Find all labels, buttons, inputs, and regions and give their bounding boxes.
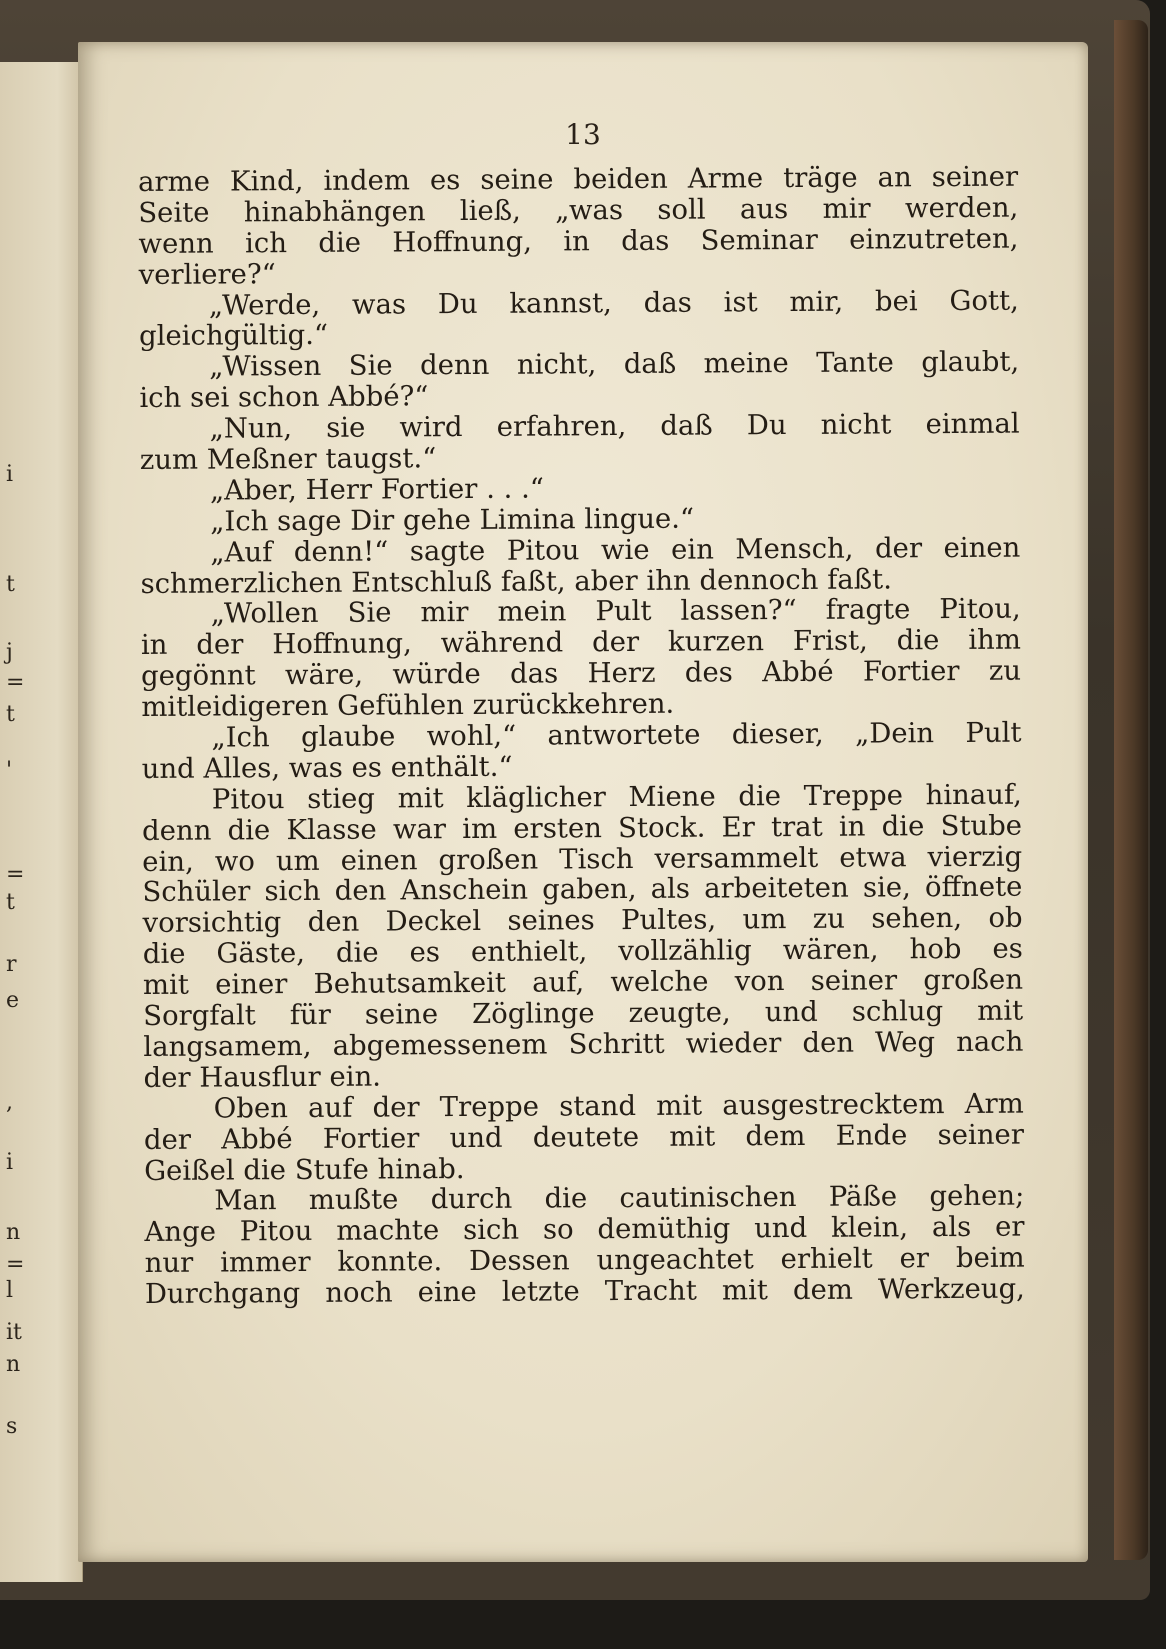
text-line: „Ich glaube wohl,“ antwortete dieser, „Dein Pult xyxy=(211,716,1022,754)
text-line: wenn ich die Hoffnung, in das Seminar einzutreten, xyxy=(138,222,1019,260)
text-line: „Nun, sie wird erfahren, daß Du nicht einmal xyxy=(209,407,1020,445)
text-line: Schüler sich den Anschein gaben, als arbeiteten sie, öffnete xyxy=(142,871,1023,909)
left-page-fragment: = xyxy=(6,1252,25,1277)
text-line: Man mußte durch die cautinischen Päße gehen; xyxy=(214,1179,1025,1217)
text-line: „Wissen Sie denn nicht, daß meine Tante glaubt, xyxy=(209,345,1020,383)
left-page-fragment: = xyxy=(6,670,25,695)
left-page-fragment: s xyxy=(6,1414,18,1439)
text-line: nur immer konnte. Dessen ungeachtet erhielt er beim xyxy=(144,1241,1025,1280)
text-line: vorsichtig den Deckel seines Pultes, um zu sehen, ob xyxy=(142,901,1023,940)
left-page-fragment: n xyxy=(6,1220,21,1245)
text-line: „Wollen Sie mir mein Pult lassen?“ fragte Pitou, xyxy=(210,593,1021,631)
text-line: „Werde, was Du kannst, das ist mir, bei Gott, xyxy=(208,284,1019,322)
book-page xyxy=(78,42,1088,1562)
left-page-fragment: t xyxy=(6,702,15,727)
text-line: Oben auf der Treppe stand mit ausgestrecktem Arm xyxy=(213,1087,1024,1125)
previous-page-edge xyxy=(0,62,83,1582)
text-line: gleichgültig.“ xyxy=(138,319,329,353)
text-line: die Gäste, die es enthielt, vollzählig wären, hob es xyxy=(142,932,1023,971)
text-line: Geißel die Stufe hinab. xyxy=(144,1152,465,1187)
left-page-fragment: , xyxy=(6,1090,13,1115)
left-page-fragment: = xyxy=(6,862,25,887)
left-page-fragment: ' xyxy=(6,758,13,783)
left-page-fragment: i xyxy=(6,1150,14,1175)
text-line: denn die Klasse war im ersten Stock. Er trat in die Stube xyxy=(141,809,1023,847)
left-page-fragment: e xyxy=(6,988,20,1013)
text-line: „Ich sage Dir gehe Limina lingue.“ xyxy=(210,502,695,538)
text-line: Pitou stieg mit kläglicher Miene die Treppe hinauf, xyxy=(211,778,1022,816)
text-line: „Aber, Herr Fortier . . .“ xyxy=(209,472,545,507)
text-line: ich sei schon Abbé?“ xyxy=(139,380,429,415)
text-line: mitleidigeren Gefühlen zurückkehren. xyxy=(141,687,675,724)
left-page-fragment: it xyxy=(6,1320,22,1345)
left-page-fragment: t xyxy=(6,572,15,597)
text-line: in der Hoffnung, während der kurzen Frist, die ihm xyxy=(140,623,1022,662)
body-text xyxy=(138,162,1025,1310)
text-line: Sorgfalt für seine Zöglinge zeugte, und schlug mit xyxy=(143,994,1024,1033)
text-line: der Abbé Fortier und deutete mit dem Ende seiner xyxy=(143,1118,1025,1156)
text-line: zum Meßner taugst.“ xyxy=(139,442,437,477)
text-line: schmerzlichen Entschluß faßt, aber ihn dennoch faßt. xyxy=(140,562,893,600)
left-page-fragment: n xyxy=(6,1352,21,1377)
text-line: ein, wo um einen großen Tisch versammelt etwa vierzig xyxy=(142,840,1023,878)
text-line: Seite hinabhängen ließ, „was soll aus mir werden, xyxy=(138,191,1019,229)
text-line: arme Kind, indem es seine beiden Arme träge an seiner xyxy=(137,160,1019,198)
text-line: Ange Pitou machte sich so demüthig und klein, als er xyxy=(144,1210,1025,1249)
text-line: „Auf denn!“ sagte Pitou wie ein Mensch, der einen xyxy=(210,531,1021,569)
left-page-fragment: l xyxy=(6,1278,14,1303)
text-line: Durchgang noch eine letzte Tracht mit dem Werkzeug, xyxy=(144,1272,1025,1311)
page-number: 13 xyxy=(565,118,601,151)
text-line: mit einer Behutsamkeit auf, welche von seiner großen xyxy=(142,963,1024,1002)
text-line: der Hausflur ein. xyxy=(143,1060,382,1094)
text-line: gegönnt wäre, würde das Herz des Abbé Fortier zu xyxy=(141,654,1022,693)
left-page-fragment: i xyxy=(6,462,14,487)
text-line: und Alles, was es enthält.“ xyxy=(141,750,513,785)
cover-edge xyxy=(1114,20,1148,1560)
left-page-fragment: j xyxy=(6,640,13,665)
left-page-fragment: t xyxy=(6,890,15,915)
text-line: verliere?“ xyxy=(138,257,276,291)
text-line: langsamem, abgemessenem Schritt wieder den Weg nach xyxy=(143,1025,1024,1063)
left-page-fragment: r xyxy=(6,952,17,977)
